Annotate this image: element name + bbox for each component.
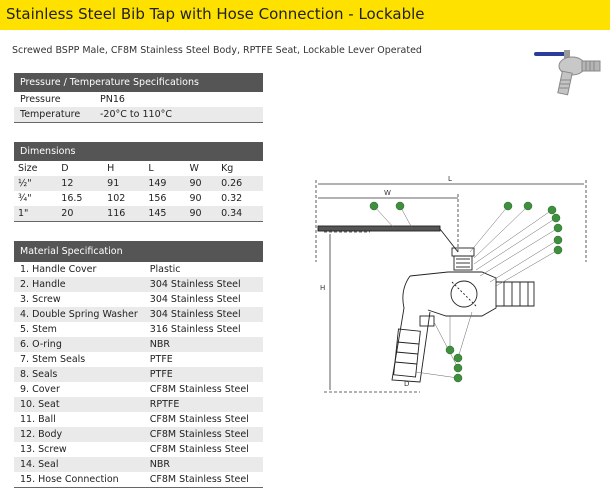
column-header: Kg xyxy=(221,163,234,174)
material-table-heading: Material Specification xyxy=(14,241,263,262)
table-cell: 20 xyxy=(57,206,103,222)
part-balloon xyxy=(554,246,562,254)
table-cell: PTFE xyxy=(144,367,263,382)
table-cell: CF8M Stainless Steel xyxy=(149,384,249,395)
table-cell: CF8M Stainless Steel xyxy=(149,444,249,455)
table-row xyxy=(14,382,263,397)
table-cell: 4. Double Spring Washer xyxy=(14,307,144,322)
table-row xyxy=(14,412,263,427)
table-row xyxy=(14,307,263,322)
table-cell: 15. Hose Connection xyxy=(14,472,144,488)
pressure-table-heading: Pressure / Temperature Specifications xyxy=(14,73,263,92)
table-cell: 9. Cover xyxy=(20,384,60,395)
table-row xyxy=(14,277,263,292)
column-header: W xyxy=(189,163,199,174)
part-balloon xyxy=(554,236,562,244)
part-balloon xyxy=(524,202,532,210)
table-cell: 10. Seat xyxy=(14,397,144,412)
table-cell: 5. Stem xyxy=(20,324,57,335)
table-cell: 304 Stainless Steel xyxy=(144,277,263,292)
dimension-label-W: W xyxy=(384,189,391,197)
table-cell: 12. Body xyxy=(14,427,144,442)
technical-drawing xyxy=(300,172,606,400)
table-row xyxy=(14,442,263,457)
table-cell: 8. Seals xyxy=(14,367,144,382)
table-cell: 316 Stainless Steel xyxy=(149,324,241,335)
part-balloon xyxy=(454,374,462,382)
table-cell: 0.32 xyxy=(221,193,243,204)
table-cell: 116 xyxy=(103,206,144,222)
table-cell: PN16 xyxy=(100,94,125,105)
table-row xyxy=(14,367,263,382)
part-balloon xyxy=(554,224,562,232)
table-cell: Pressure xyxy=(20,94,61,105)
table-row xyxy=(14,206,263,222)
table-cell: CF8M Stainless Steel xyxy=(149,414,249,425)
part-balloon xyxy=(454,354,462,362)
table-cell: RPTFE xyxy=(144,397,263,412)
table-cell: ¾" xyxy=(18,193,32,204)
table-cell: 304 Stainless Steel xyxy=(149,294,241,305)
table-cell: 145 xyxy=(144,206,185,222)
table-row xyxy=(14,322,263,337)
table-cell: 3. Screw xyxy=(20,294,61,305)
table-row xyxy=(14,191,263,206)
table-row xyxy=(14,292,263,307)
table-row xyxy=(14,457,263,472)
table-cell: 6. O-ring xyxy=(14,337,144,352)
table-row xyxy=(14,352,263,367)
product-subtitle: Screwed BSPP Male, CF8M Stainless Steel Body, RPTFE Seat, Lockable Lever Operated xyxy=(12,45,422,56)
table-row xyxy=(14,262,263,277)
dimensions-table xyxy=(14,142,263,222)
table-cell: 12 xyxy=(57,176,103,191)
column-header: H xyxy=(107,163,115,174)
table-cell: NBR xyxy=(144,457,263,472)
table-cell: 90 xyxy=(189,193,202,204)
table-cell: 91 xyxy=(103,176,144,191)
table-cell: NBR xyxy=(144,337,263,352)
dimension-label-D: D xyxy=(404,380,410,388)
table-row xyxy=(14,397,263,412)
table-cell: 0.26 xyxy=(217,176,263,191)
table-cell: 2. Handle xyxy=(14,277,144,292)
table-cell: 102 xyxy=(107,193,126,204)
table-cell: CF8M Stainless Steel xyxy=(144,427,263,442)
part-balloon xyxy=(504,202,512,210)
table-cell: Temperature xyxy=(14,107,94,123)
table-cell: 13. Screw xyxy=(20,444,67,455)
table-cell: PTFE xyxy=(149,354,173,365)
table-row xyxy=(14,337,263,352)
table-cell: 0.34 xyxy=(217,206,263,222)
table-cell: -20°C to 110°C xyxy=(94,107,263,123)
table-cell: 90 xyxy=(185,206,217,222)
table-cell: 90 xyxy=(185,176,217,191)
part-balloon xyxy=(552,214,560,222)
table-header-row xyxy=(14,161,263,176)
table-cell: 16.5 xyxy=(61,193,83,204)
table-row xyxy=(14,427,263,442)
table-cell: 149 xyxy=(144,176,185,191)
table-cell: 156 xyxy=(148,193,167,204)
table-cell: 304 Stainless Steel xyxy=(144,307,263,322)
part-balloon xyxy=(446,346,454,354)
table-cell: CF8M Stainless Steel xyxy=(144,472,263,488)
pressure-temperature-table xyxy=(14,73,263,123)
table-cell: 1. Handle Cover xyxy=(20,264,97,275)
part-balloon xyxy=(370,202,378,210)
part-balloon xyxy=(396,202,404,210)
dimension-label-H: H xyxy=(320,284,326,292)
column-header: L xyxy=(148,163,154,174)
table-row xyxy=(14,107,263,123)
part-balloon xyxy=(548,206,556,214)
column-header: Size xyxy=(18,163,38,174)
page-title: Stainless Steel Bib Tap with Hose Connection - Lockable xyxy=(6,5,425,23)
material-specification-table xyxy=(14,241,263,488)
part-balloon xyxy=(454,364,462,372)
valve-body-drawing xyxy=(318,226,534,382)
table-row xyxy=(14,472,263,488)
column-header: D xyxy=(61,163,69,174)
dimensions-table-heading: Dimensions xyxy=(14,142,263,161)
dimension-label-L: L xyxy=(448,175,452,183)
table-cell: 11. Ball xyxy=(20,414,56,425)
table-cell: Plastic xyxy=(149,264,181,275)
product-image xyxy=(528,36,606,100)
table-cell: 1" xyxy=(14,206,57,222)
table-row xyxy=(14,92,263,107)
table-row xyxy=(14,176,263,191)
table-cell: ½" xyxy=(14,176,57,191)
table-cell: 7. Stem Seals xyxy=(20,354,86,365)
table-cell: 14. Seal xyxy=(14,457,144,472)
title-bar xyxy=(0,0,610,30)
product-photo-icon xyxy=(534,50,600,95)
